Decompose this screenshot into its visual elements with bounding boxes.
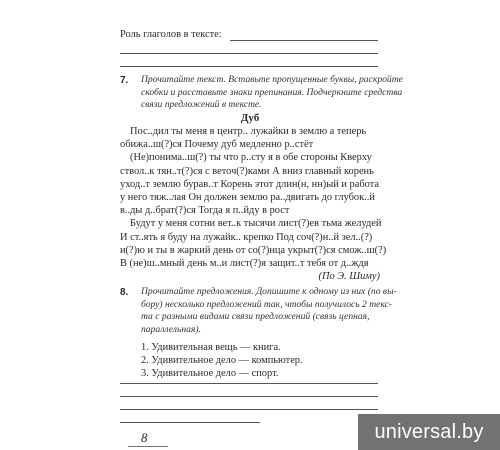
exercise-8-instruction <box>141 286 397 336</box>
text-line: (Не)понима..ш(?) ты что р..сту я в обе стороны Кверху <box>130 152 372 164</box>
list-item: 1. Удивительная вещь — книга. <box>141 342 281 353</box>
exercise-7-text <box>120 125 387 270</box>
text-line: ствол..к тян..т(?)ся с веточ(?)ками А вниз главный корень <box>120 165 374 177</box>
exercise-8-number: 8. <box>120 287 129 298</box>
answer-line <box>120 53 378 54</box>
text-line: Пос..дил ты меня в центр.. лужайки в землю а теперь <box>130 126 367 137</box>
answer-line <box>120 422 260 423</box>
instruction-line: Прочитайте предложения. Допишите к одному из них (по вы- <box>141 286 397 297</box>
role-of-verbs-label: Роль глаголов в тексте: <box>120 29 222 40</box>
answer-line <box>120 409 378 410</box>
instruction-line: та с разными видами связи предложений (связь цепная, <box>141 311 370 323</box>
text-line: и(?)ю и ты в жаркий день от со(?)нца укрыт(?)ся смож..ш(?) <box>120 244 387 256</box>
answer-line <box>120 396 378 397</box>
answer-line <box>120 383 378 384</box>
instruction-line: Прочитайте текст. Вставьте пропущенные буквы, раскройте <box>141 74 403 85</box>
answer-line <box>120 66 378 67</box>
instruction-line: параллельная). <box>141 323 201 335</box>
text-line: уход..т землю бурав..т Корень этот длин(н, нн)ый и работа <box>120 178 379 190</box>
exercise-7-instruction <box>141 74 403 112</box>
list-item: 2. Удивительное дело — компьютер. <box>141 355 303 367</box>
text-line: В (не)ш..мный день м..и лист(?)я защит..т тебя от д..ждя <box>120 258 369 270</box>
text-line: обижа..ш(?)ся Почему дуб медленно р..стёт <box>120 139 314 151</box>
text-line: у него тяж..лая Он должен землю ра..двигать до глубок..й <box>120 192 375 204</box>
exercise-8-items <box>141 341 303 381</box>
exercise-7-number: 7. <box>120 75 129 86</box>
instruction-line: скобки и расставьте знаки препинания. Подчеркните средства <box>141 86 403 98</box>
text-author: (По Э. Шиму) <box>318 271 380 282</box>
text-line: И ст..ять я буду на лужайк.. крепко Под соч(?)н..й зел..(?) <box>120 231 373 243</box>
text-line: в..ды д..брат(?)ся Тогда я п..йду в рост <box>120 205 290 217</box>
text-line: Будут у меня сотни вет..к тысячи лист(?)ев тьма желудей <box>130 218 382 230</box>
instruction-line: бору) несколько предложений так, чтобы получилось 2 текс- <box>141 298 392 310</box>
list-item: 3. Удивительное дело — спорт. <box>141 368 279 380</box>
watermark: universal.by <box>358 414 500 450</box>
text-title: Дуб <box>240 112 260 124</box>
page-number: 8 <box>141 430 148 445</box>
answer-line <box>230 40 378 41</box>
page-number-underline <box>128 446 168 447</box>
instruction-line: связи предложений в тексте. <box>141 99 262 111</box>
